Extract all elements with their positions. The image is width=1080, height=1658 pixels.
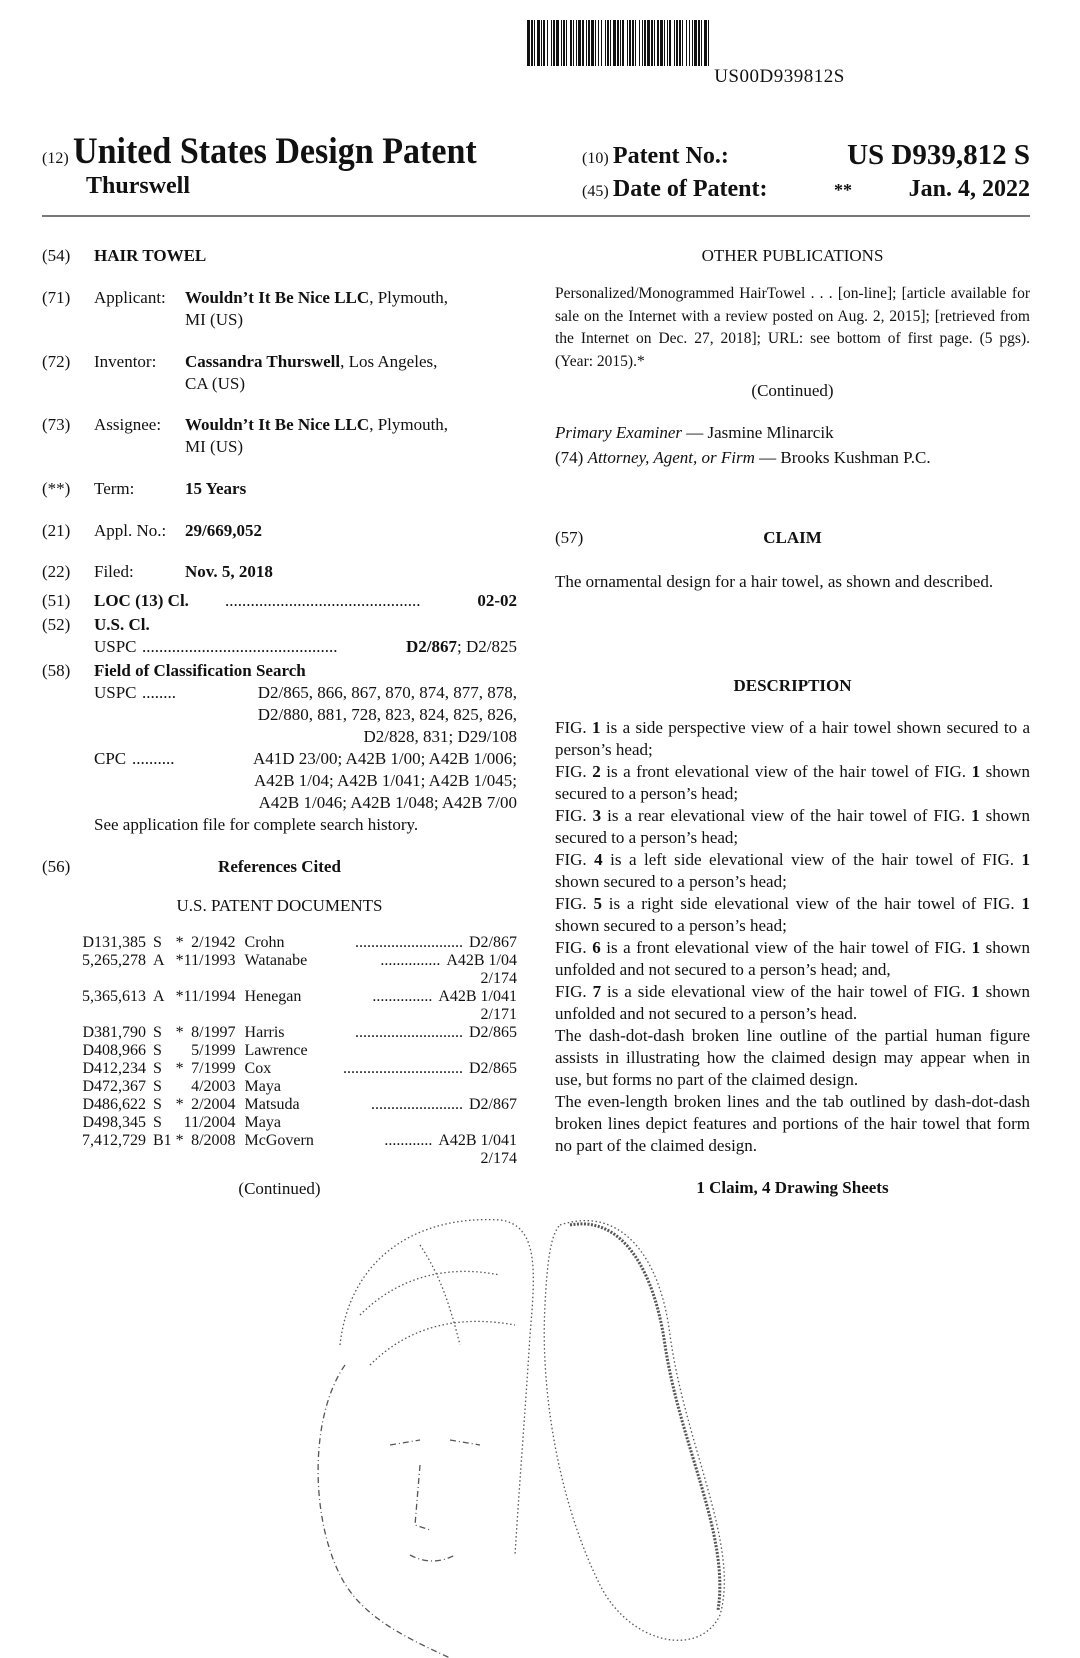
reference-row	[82, 1024, 517, 1042]
fig-text: FIG.	[555, 762, 593, 781]
class-code: D2/865	[469, 1060, 517, 1077]
cited-by-examiner: *	[175, 1024, 184, 1041]
fig-text: shown secured to a person’s head;	[555, 806, 1030, 847]
inventor-name: Matsuda	[244, 1096, 300, 1113]
other-publications-title: OTHER PUBLICATIONS	[701, 246, 884, 265]
fig-text: is a side elevational view of the hair towel of FIG.	[601, 982, 972, 1001]
figure-description	[555, 893, 1030, 937]
code: (51)	[42, 591, 71, 610]
fig-text: 1	[971, 938, 981, 957]
patent-number-line	[582, 139, 1030, 171]
cited-by-examiner	[172, 1042, 184, 1060]
label: USPC	[94, 683, 137, 702]
secondary-class: 2/171	[480, 1006, 517, 1023]
fig-text: 3	[592, 806, 602, 825]
applicant-name: Wouldn’t It Be Nice LLC	[185, 288, 370, 307]
figure-description	[555, 981, 1030, 1025]
fig-text: 2	[592, 762, 601, 781]
description-title: DESCRIPTION	[733, 676, 852, 695]
design-drawing	[300, 1215, 800, 1658]
reference-row	[82, 1096, 517, 1114]
fig-text: shown unfolded and not secured to a person’s head; and,	[555, 938, 1030, 979]
patent-date-line	[582, 176, 1030, 203]
class-code: A42B 1/041	[438, 1132, 517, 1149]
attorney	[555, 447, 1030, 470]
date: 8/1997	[191, 1024, 236, 1041]
field-uspc-line: D2/828, 831; D29/108	[363, 727, 517, 746]
fig-text: 5	[593, 894, 602, 913]
fig-text: shown unfolded and not secured to a person’s head.	[555, 982, 1030, 1023]
code: (74)	[555, 448, 584, 467]
references-title: References Cited	[218, 857, 341, 876]
field-cpc-line: A42B 1/04; A42B 1/041; A42B 1/045;	[253, 771, 517, 790]
assignee-name: Wouldn’t It Be Nice LLC	[185, 415, 370, 434]
label: CPC	[94, 749, 127, 768]
code-12: (12)	[42, 150, 69, 167]
assignee-location-2: MI (US)	[185, 437, 244, 456]
fig-text: is a rear elevational view of the hair towel of FIG.	[601, 806, 972, 825]
code: (73)	[42, 415, 71, 434]
reference-row	[82, 1114, 517, 1132]
label: Attorney, Agent, or Firm	[587, 448, 755, 467]
class-code: A42B 1/041	[438, 988, 517, 1005]
classification	[314, 1096, 517, 1114]
label: Applicant:	[94, 288, 166, 307]
classification	[314, 1114, 517, 1132]
code: (57)	[555, 528, 584, 547]
leader-dots: ..........	[132, 749, 175, 768]
cited-by-examiner: *	[175, 952, 184, 969]
inventor-name: Crohn	[244, 934, 285, 951]
claim-title: CLAIM	[763, 528, 822, 547]
inventor-name: Maya	[244, 1114, 281, 1131]
fig-text: 6	[592, 938, 601, 957]
leader-dots: ...........................	[355, 1024, 463, 1041]
kind-code: S	[153, 1096, 162, 1113]
classification	[314, 1060, 517, 1078]
class-code: D2/865	[469, 1024, 517, 1041]
fig-text: 1	[971, 806, 980, 825]
kind-code: S	[153, 1078, 162, 1095]
secondary-class: 2/174	[480, 1150, 517, 1167]
inventor-location-2: CA (US)	[185, 374, 245, 393]
term-value: 15 Years	[185, 479, 247, 498]
inventor-name: Lawrence	[244, 1042, 308, 1059]
patent-number: D408,966	[82, 1042, 146, 1059]
class-code: D2/867	[469, 934, 517, 951]
applicant-location: , Plymouth,	[369, 288, 449, 307]
leader-dots: .......................	[371, 1096, 463, 1113]
patent-number: D412,234	[82, 1060, 146, 1077]
label: U.S. Cl.	[94, 615, 150, 634]
code: (21)	[42, 521, 71, 540]
inventor-name: Maya	[244, 1078, 281, 1095]
reference-row	[82, 988, 517, 1024]
fig-text: shown secured to a person’s head;	[555, 872, 787, 891]
reference-row	[82, 1060, 517, 1078]
leader-dots: ..............................................	[142, 637, 338, 656]
fig-text: 1	[592, 718, 601, 737]
page-title: United States Design Patent	[72, 131, 477, 172]
loc-class-value: 02-02	[477, 591, 517, 610]
fig-text: shown secured to a person’s head;	[555, 762, 1030, 803]
code: (71)	[42, 288, 71, 307]
fig-text: FIG.	[555, 850, 595, 869]
fig-text: is a front elevational view of the hair towel of FIG.	[600, 762, 972, 781]
patent-number: D131,385	[82, 934, 146, 951]
figure-description	[555, 849, 1030, 893]
fig-text: FIG.	[555, 894, 594, 913]
cited-by-examiner: *	[175, 1096, 184, 1113]
header-divider	[42, 215, 1030, 217]
field-cpc-line: A41D 23/00; A42B 1/00; A42B 1/006;	[253, 749, 517, 768]
fig-text: 1	[971, 762, 981, 781]
inventor-name: McGovern	[244, 1132, 314, 1149]
references-continued: (Continued)	[238, 1179, 321, 1198]
label: Term:	[94, 479, 135, 498]
uspc-main: D2/867	[406, 637, 458, 656]
fig-text: 4	[594, 850, 603, 869]
date: 2/1942	[191, 934, 236, 951]
patent-type-header	[42, 130, 512, 173]
code: (52)	[42, 615, 71, 634]
towel-on-head-outline	[340, 1220, 533, 1555]
cited-by-examiner	[172, 1078, 184, 1096]
date: 7/1999	[191, 1060, 236, 1077]
barcode-bar	[709, 20, 711, 66]
classification	[314, 952, 517, 988]
cited-by-examiner	[172, 1114, 184, 1132]
leader-dots: ...............	[380, 952, 441, 969]
label: Inventor:	[94, 352, 157, 371]
fig-text: shown secured to a person’s head;	[555, 916, 787, 935]
patent-number: 7,412,729	[82, 1132, 146, 1149]
classification	[314, 988, 517, 1024]
figure-description	[555, 761, 1030, 805]
fig-text: is a left side elevational view of the hair towel of FIG.	[602, 850, 1022, 869]
barcode-number: US00D939812S	[714, 66, 845, 87]
field-uspc-line: D2/880, 881, 728, 823, 824, 825, 826,	[257, 705, 517, 724]
leader-dots: ..............................	[343, 1060, 463, 1077]
description-body	[555, 717, 1030, 1157]
inventor-name: Cassandra Thurswell	[185, 352, 341, 371]
patent-date: Jan. 4, 2022	[908, 176, 1030, 202]
note: See application file for complete search history.	[94, 815, 419, 834]
patent-number: 5,365,613	[82, 988, 146, 1005]
inventor-name: Watanabe	[244, 952, 308, 969]
date: 11/2004	[183, 1114, 236, 1131]
uspc-rest: ; D2/825	[457, 637, 517, 656]
patent-number: D472,367	[82, 1078, 146, 1095]
classification	[314, 1024, 517, 1042]
attorney-name: — Brooks Kushman P.C.	[754, 448, 931, 467]
applicant-location-2: MI (US)	[185, 310, 244, 329]
other-publications-continued: (Continued)	[751, 381, 834, 400]
code-45: (45)	[582, 183, 609, 200]
description-paragraph: The dash-dot-dash broken line outline of the partial human figure assists in illustrating how the claimed design may appear when in use, but forms no part of the claimed design.	[555, 1026, 1030, 1089]
reference-row	[82, 934, 517, 952]
class-code: A42B 1/04	[446, 952, 517, 969]
kind-code: S	[153, 1042, 162, 1059]
date: 2/2004	[191, 1096, 236, 1113]
towel-fold-lines	[360, 1245, 515, 1365]
field-uspc-line: D2/865, 866, 867, 870, 874, 877, 878,	[257, 683, 517, 702]
code: (56)	[42, 857, 71, 876]
date: 8/2008	[191, 1132, 236, 1149]
date-mark: **	[834, 180, 852, 200]
description-paragraph: The even-length broken lines and the tab outlined by dash-dot-dash broken lines depict features and portions of the hair towel that form no part of the claimed design.	[555, 1092, 1030, 1155]
cited-by-examiner: *	[175, 1132, 184, 1149]
code: (22)	[42, 562, 71, 581]
leader-dots: ........	[142, 683, 176, 702]
claim-text: The ornamental design for a hair towel, as shown and described.	[555, 572, 994, 591]
date: 11/1994	[183, 988, 236, 1005]
code: (**)	[42, 479, 71, 498]
inventor-surname: Thurswell	[86, 173, 191, 199]
inventor-name: Harris	[244, 1024, 285, 1041]
towel-band	[570, 1224, 720, 1610]
fig-text: is a front elevational view of the hair towel of FIG.	[600, 938, 972, 957]
code: (58)	[42, 661, 71, 680]
invention-title: HAIR TOWEL	[94, 246, 207, 265]
label: Appl. No.:	[94, 521, 167, 540]
barcode	[527, 20, 1032, 66]
date-label: Date of Patent:	[612, 176, 768, 202]
label: Assignee:	[94, 415, 162, 434]
code: (72)	[42, 352, 71, 371]
unfolded-towel-outline	[544, 1221, 724, 1641]
patent-number: US D939,812 S	[847, 139, 1030, 171]
inventor-name: Henegan	[244, 988, 302, 1005]
date: 4/2003	[191, 1078, 236, 1095]
label: LOC (13) Cl.	[94, 591, 189, 610]
references-table	[82, 934, 517, 1168]
inventor-name: Cox	[244, 1060, 272, 1077]
secondary-class: 2/174	[480, 970, 517, 987]
kind-code: S	[153, 1024, 162, 1041]
kind-code: A	[153, 988, 165, 1005]
fig-text: 7	[592, 982, 602, 1001]
cited-by-examiner: *	[175, 934, 184, 951]
fig-text: FIG.	[555, 982, 593, 1001]
leader-dots: ...............	[372, 988, 433, 1005]
filed-date: Nov. 5, 2018	[185, 562, 273, 581]
classification	[314, 1078, 517, 1096]
classification	[314, 1042, 517, 1060]
kind-code: A	[153, 952, 165, 969]
fig-text: FIG.	[555, 718, 593, 737]
fig-text: is a side perspective view of a hair towel shown secured to a person’s head;	[555, 718, 1030, 759]
fig-text: 1	[971, 982, 980, 1001]
label: Field of Classification Search	[94, 661, 306, 680]
date: 11/1993	[183, 952, 236, 969]
figure-description	[555, 937, 1030, 981]
other-publications-text: Personalized/Monogrammed HairTowel . . . [on-line]; [article available for sale on the Internet with a review posted on Aug. 2, 2015]; [retrieved from the Internet on Dec. 27, 2018]; URL: see bottom of first page. (5 pgs). (Year: 2015).*	[555, 285, 1030, 370]
face-outline	[318, 1365, 480, 1658]
primary-examiner-name: — Jasmine Mlinarcik	[682, 423, 834, 442]
cited-by-examiner: *	[175, 988, 184, 1005]
claim-summary: 1 Claim, 4 Drawing Sheets	[696, 1178, 889, 1197]
leader-dots: ..............................................	[225, 591, 421, 610]
label: USPC	[94, 637, 137, 656]
application-number: 29/669,052	[185, 521, 262, 540]
label: Filed:	[94, 562, 134, 581]
kind-code: B1	[153, 1132, 172, 1149]
kind-code: S	[153, 1060, 162, 1077]
patent-number: D498,345	[82, 1114, 146, 1131]
leader-dots: ...........................	[355, 934, 463, 951]
date: 5/1999	[191, 1042, 236, 1059]
reference-row	[82, 1078, 517, 1096]
patent-number: D381,790	[82, 1024, 146, 1041]
leader-dots: ............	[384, 1132, 433, 1149]
kind-code: S	[153, 1114, 162, 1131]
field-cpc-line: A42B 1/046; A42B 1/048; A42B 7/00	[258, 793, 517, 812]
fig-text: FIG.	[555, 806, 593, 825]
code: (54)	[42, 246, 71, 265]
figure-description	[555, 717, 1030, 761]
fig-text: 1	[1021, 894, 1030, 913]
reference-row	[82, 1132, 517, 1168]
kind-code: S	[153, 934, 162, 951]
cited-by-examiner: *	[175, 1060, 184, 1077]
assignee-location: , Plymouth,	[369, 415, 449, 434]
patent-no-label: Patent No.:	[612, 143, 729, 169]
fig-text: FIG.	[555, 938, 593, 957]
patent-number: D486,622	[82, 1096, 146, 1113]
inventor-location: , Los Angeles,	[340, 352, 438, 371]
us-patent-documents-heading: U.S. PATENT DOCUMENTS	[176, 896, 383, 915]
claim-heading	[555, 527, 1030, 550]
code-10: (10)	[582, 150, 609, 167]
patent-number: 5,265,278	[82, 952, 146, 969]
primary-examiner	[555, 422, 1030, 445]
label: Primary Examiner	[555, 423, 683, 442]
figure-description	[555, 805, 1030, 849]
class-code: D2/867	[469, 1096, 517, 1113]
classification	[314, 934, 517, 952]
reference-row	[82, 1042, 517, 1060]
fig-text: is a right side elevational view of the hair towel of FIG.	[601, 894, 1022, 913]
reference-row	[82, 952, 517, 988]
fig-text: 1	[1021, 850, 1030, 869]
classification	[314, 1132, 517, 1168]
